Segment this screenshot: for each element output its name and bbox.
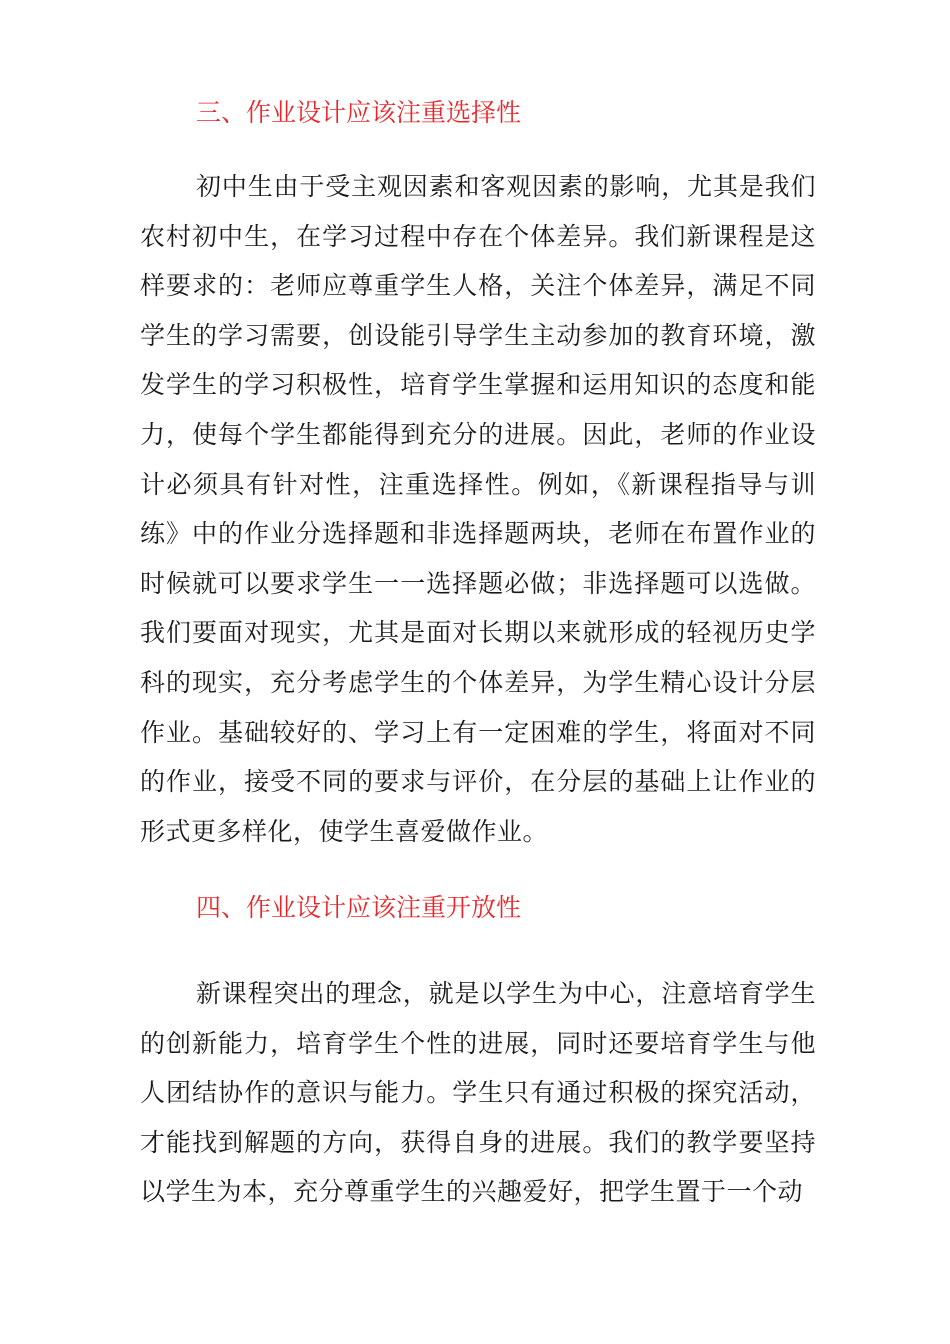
- section-heading-4: 四、作业设计应该注重开放性: [196, 893, 522, 922]
- section-paragraph-4: 新课程突出的理念，就是以学生为中心，注意培育学生的创新能力，培育学生个性的进展，同时还要培育学生与他人团结协作的意识与能力。学生只有通过积极的探究活动，才能找到解题的方向，获得自身的进展。我们的教学要坚持以学生为本，充分尊重学生的兴趣爱好，把学生置于一个动: [140, 979, 816, 1207]
- section-heading-3: 三、作业设计应该注重选择性: [196, 98, 522, 127]
- section-paragraph-3: 初中生由于受主观因素和客观因素的影响，尤其是我们农村初中生，在学习过程中存在个体差异。我们新课程是这样要求的：老师应尊重学生人格，关注个体差异，满足不同学生的学习需要，创设能引导学生主动参加的教育环境，激发学生的学习积极性，培育学生掌握和运用知识的态度和能力，使每个学生都能得到充分的进展。因此，老师的作业设计必须具有针对性，注重选择性。例如，《新课程指导与训练》中的作业分选择题和非选择题两块，老师在布置作业的时候就可以要求学生一一选择题必做；非选择题可以选做。我们要面对现实，尤其是面对长期以来就形成的轻视历史学科的现实，充分考虑学生的个体差异，为学生精心设计分层作业。基础较好的、学习上有一定困难的学生，将面对不同的作业，接受不同的要求与评价，在分层的基础上让作业的形式更多样化，使学生喜爱做作业。: [140, 172, 816, 846]
